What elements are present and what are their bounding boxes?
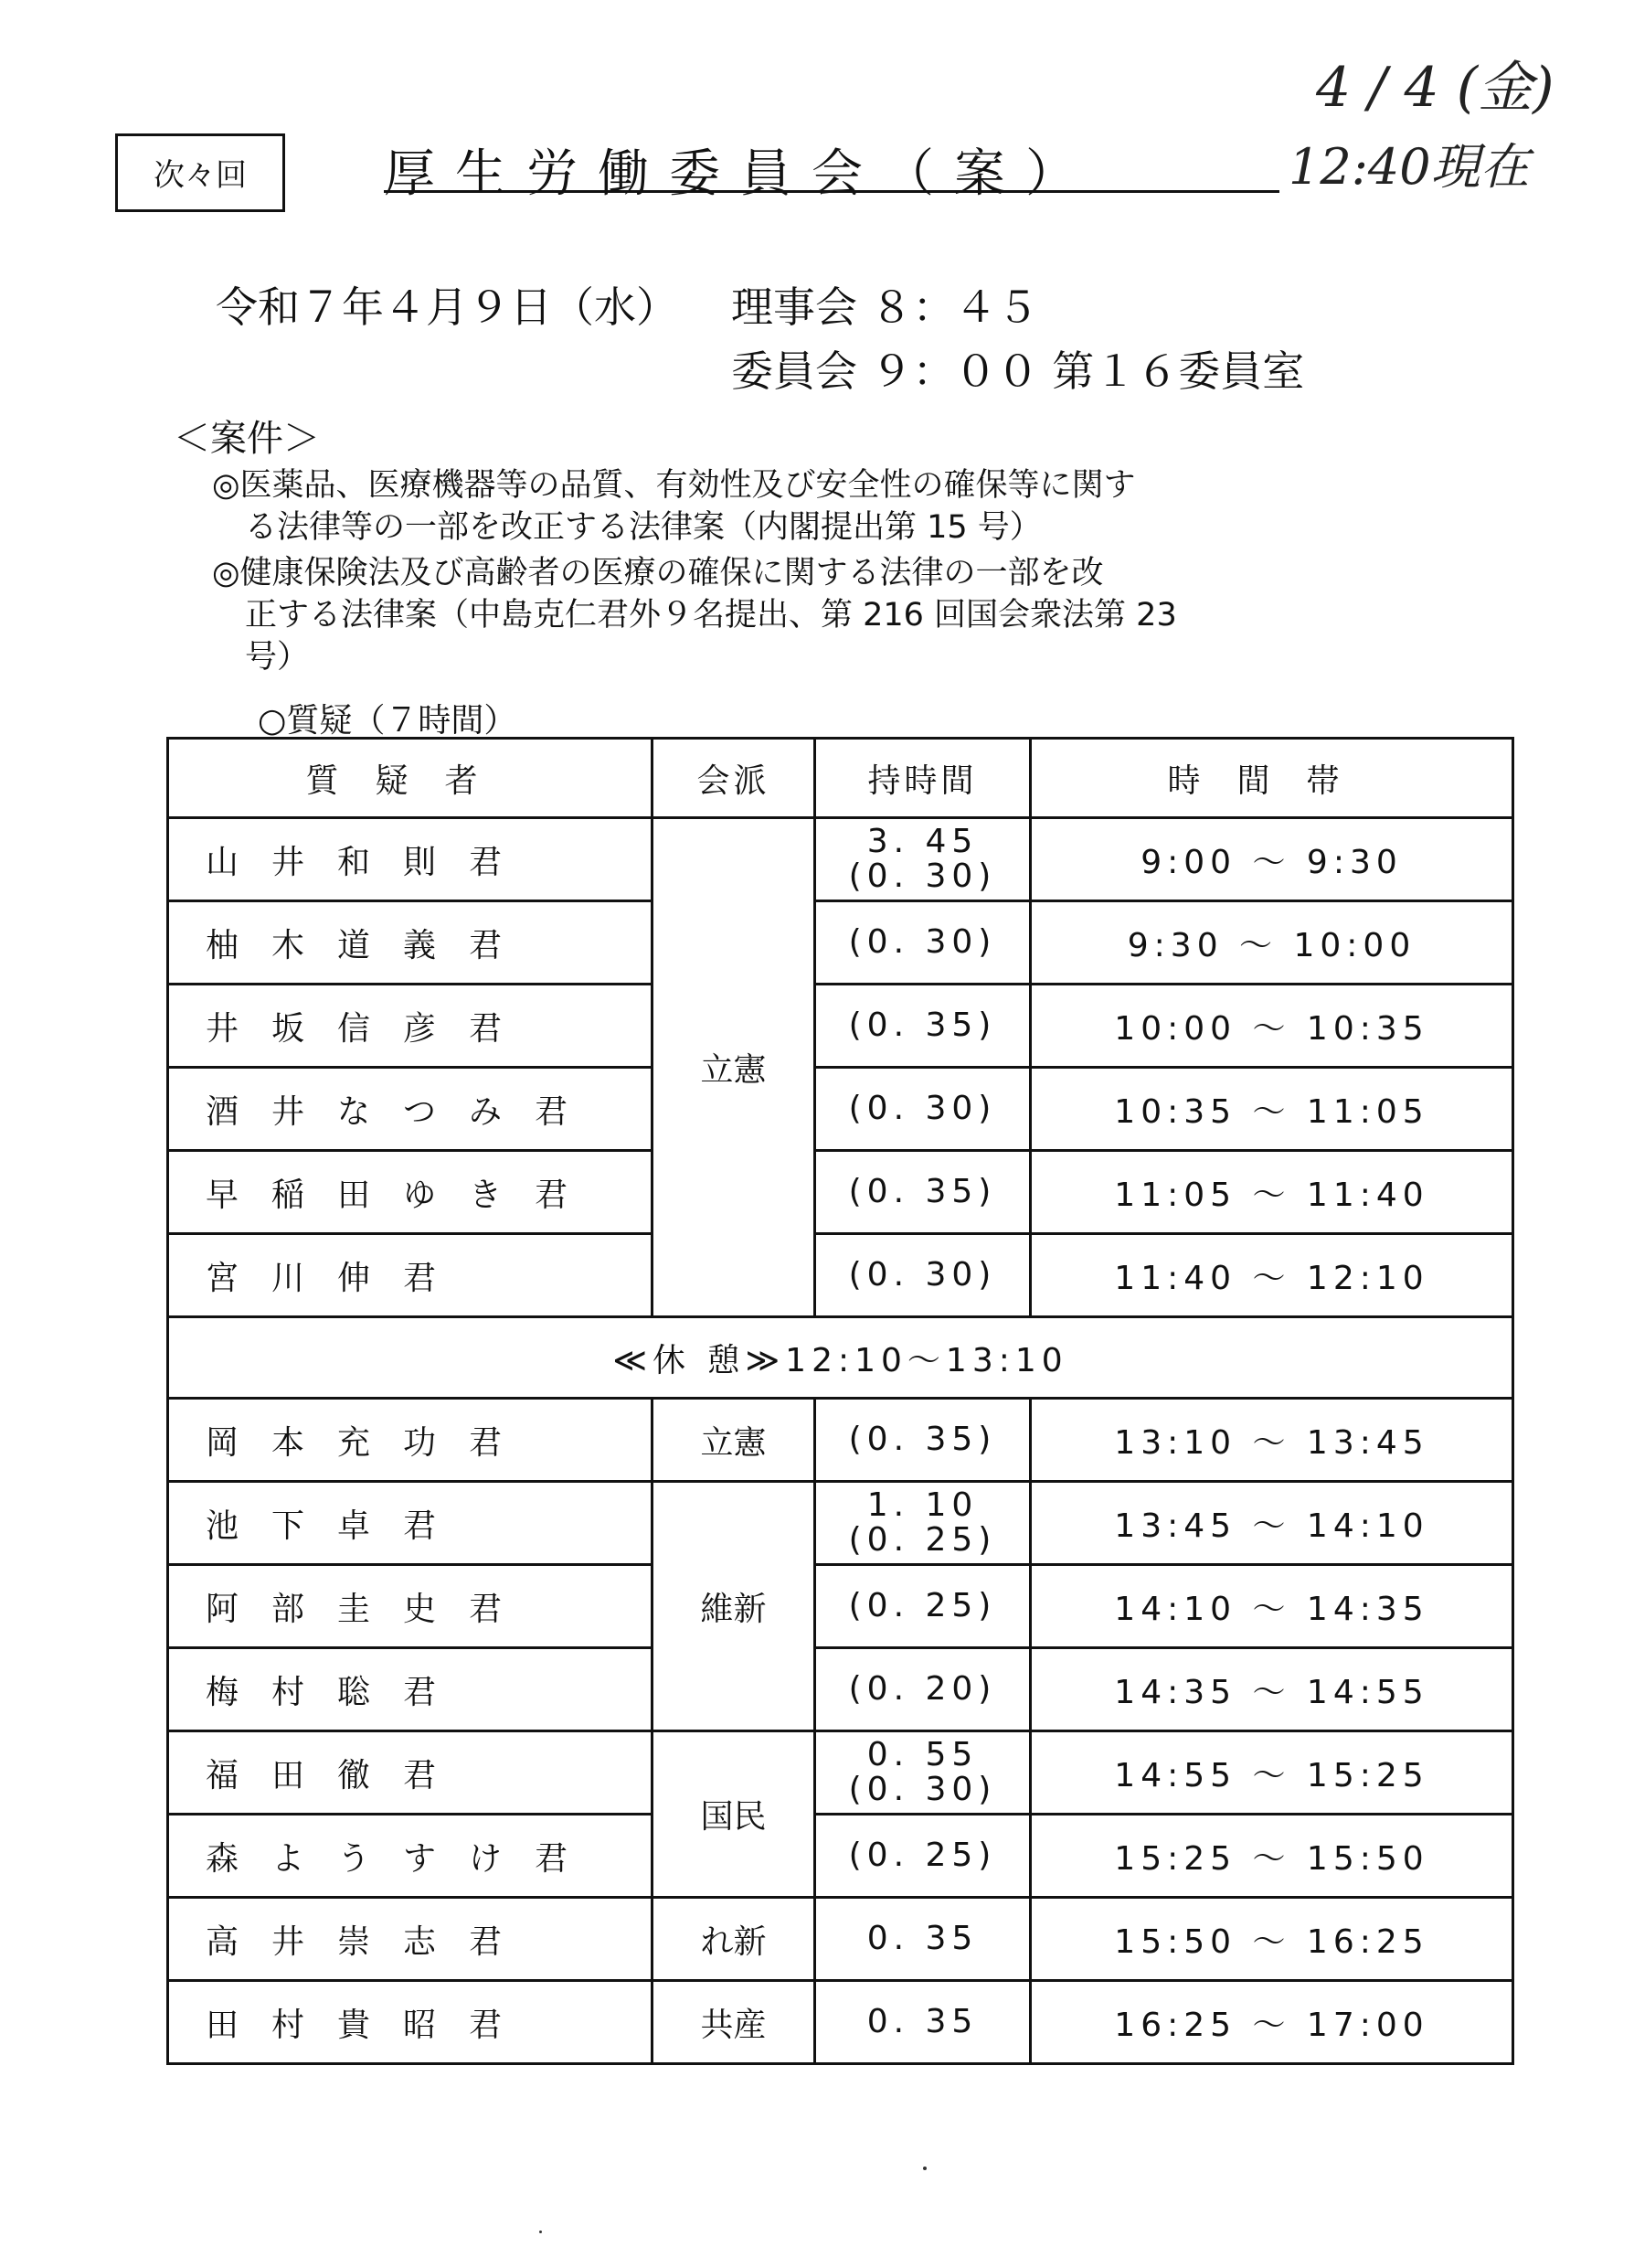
table-row (168, 1482, 1513, 1565)
allotted-total: 1. 10 (866, 1486, 979, 1524)
schedule-table (166, 737, 1514, 2065)
table-row (168, 818, 1513, 901)
allotted-time: (0. 30) (815, 1068, 1031, 1151)
time-slot: 15:50 ～ 16:25 (1031, 1898, 1513, 1981)
allotted-time: (0. 35) (815, 1399, 1031, 1482)
committee-meeting-time: 委員会 ９：００ 第１６委員室 (731, 346, 1305, 396)
header-allotted-time: 持時間 (815, 739, 1031, 818)
table-row (168, 1898, 1513, 1981)
board-meeting-time: 理事会 ８：４５ (731, 282, 1039, 332)
agenda-item-2-line-3: 号） (245, 639, 310, 676)
time-slot: 13:45 ～ 14:10 (1031, 1482, 1513, 1565)
table-row (168, 1731, 1513, 1815)
questioner-name: 梅村聡君 (168, 1648, 653, 1731)
allotted-time: (0. 25) (815, 1565, 1031, 1648)
table-row (168, 1151, 1513, 1234)
allotted-total: 3. 45 (866, 823, 979, 860)
allotted-total: 0. 55 (866, 1736, 979, 1773)
questioner-name: 田村貴昭君 (168, 1981, 653, 2064)
allotted-own: (0. 30) (848, 1771, 997, 1808)
table-row (168, 901, 1513, 985)
questioner-name: 柚木道義君 (168, 901, 653, 985)
table-row (168, 1648, 1513, 1731)
break-row (168, 1317, 1513, 1399)
party-cell: 立憲 (653, 1399, 815, 1482)
agenda-item-1 (212, 464, 1136, 548)
agenda-heading: ＜案件＞ (174, 418, 320, 460)
questioner-name: 岡本充功君 (168, 1399, 653, 1482)
questioner-name: 井坂信彦君 (168, 985, 653, 1068)
table-row (168, 1565, 1513, 1648)
header-party: 会派 (653, 739, 815, 818)
meeting-date: 令和７年４月９日（水） (216, 282, 678, 332)
title-underline (384, 190, 1279, 193)
party-cell: 立憲 (653, 818, 815, 1317)
allotted-time: 0. 35 (815, 1898, 1031, 1981)
table-row (168, 1068, 1513, 1151)
party-cell: 共産 (653, 1981, 815, 2064)
party-cell: 維新 (653, 1482, 815, 1731)
allotted-time: (0. 30) (815, 901, 1031, 985)
time-slot: 14:10 ～ 14:35 (1031, 1565, 1513, 1648)
allotted-time (815, 818, 1031, 901)
table-row (168, 1234, 1513, 1317)
time-slot: 10:35 ～ 11:05 (1031, 1068, 1513, 1151)
table-row (168, 985, 1513, 1068)
questioner-name: 福田徹君 (168, 1731, 653, 1815)
time-slot: 13:10 ～ 13:45 (1031, 1399, 1513, 1482)
document-title: 厚生労働委員会（案） (384, 144, 1097, 204)
questions-heading: ○質疑（７時間） (258, 702, 517, 740)
scan-speck (923, 2167, 927, 2170)
allotted-time: (0. 30) (815, 1234, 1031, 1317)
handwritten-time-note: 12:40現在 (1289, 138, 1530, 196)
party-cell: れ新 (653, 1898, 815, 1981)
time-slot: 15:25 ～ 15:50 (1031, 1815, 1513, 1898)
allotted-time (815, 1482, 1031, 1565)
table-row (168, 1815, 1513, 1898)
questioner-name: 高井崇志君 (168, 1898, 653, 1981)
recess-label: ≪休 憩≫12:10～13:10 (168, 1317, 1513, 1399)
agenda-item-1-line-1: ◎医薬品、医療機器等の品質、有効性及び安全性の確保等に関す (212, 467, 1136, 504)
time-slot: 11:40 ～ 12:10 (1031, 1234, 1513, 1317)
time-slot: 9:30 ～ 10:00 (1031, 901, 1513, 985)
agenda-item-2-line-1: ◎健康保険法及び高齢者の医療の確保に関する法律の一部を改 (212, 555, 1104, 591)
allotted-time (815, 1731, 1031, 1815)
questioner-name: 阿部圭史君 (168, 1565, 653, 1648)
scan-speck (539, 2231, 542, 2233)
questioner-name: 酒井なつみ君 (168, 1068, 653, 1151)
allotted-own: (0. 25) (848, 1521, 997, 1559)
agenda-item-2-line-2: 正する法律案（中島克仁君外９名提出、第 216 回国会衆法第 23 (245, 597, 1177, 634)
allotted-time: (0. 20) (815, 1648, 1031, 1731)
allotted-time: 0. 35 (815, 1981, 1031, 2064)
time-slot: 9:00 ～ 9:30 (1031, 818, 1513, 901)
agenda-item-1-line-2: る法律等の一部を改正する法律案（内閣提出第 15 号） (245, 509, 1042, 546)
time-slot: 14:55 ～ 15:25 (1031, 1731, 1513, 1815)
time-slot: 14:35 ～ 14:55 (1031, 1648, 1513, 1731)
table-row (168, 1399, 1513, 1482)
agenda-item-2 (212, 552, 1177, 678)
questioner-name: 宮川伸君 (168, 1234, 653, 1317)
header-time-slot: 時間帯 (1031, 739, 1513, 818)
allotted-time: (0. 35) (815, 1151, 1031, 1234)
header-questioner: 質疑者 (168, 739, 653, 818)
handwritten-date: 4 / 4 (金) (1316, 56, 1554, 120)
allotted-own: (0. 30) (848, 857, 997, 895)
allotted-time: (0. 35) (815, 985, 1031, 1068)
table-row (168, 1981, 1513, 2064)
time-slot: 10:00 ～ 10:35 (1031, 985, 1513, 1068)
table-header-row (168, 739, 1513, 818)
party-cell: 国民 (653, 1731, 815, 1898)
time-slot: 11:05 ～ 11:40 (1031, 1151, 1513, 1234)
allotted-time: (0. 25) (815, 1815, 1031, 1898)
time-slot: 16:25 ～ 17:00 (1031, 1981, 1513, 2064)
next-meeting-badge: 次々回 (115, 133, 285, 212)
questioner-name: 森ようすけ君 (168, 1815, 653, 1898)
questioner-name: 早稲田ゆき君 (168, 1151, 653, 1234)
questioner-name: 山井和則君 (168, 818, 653, 901)
questioner-name: 池下卓君 (168, 1482, 653, 1565)
